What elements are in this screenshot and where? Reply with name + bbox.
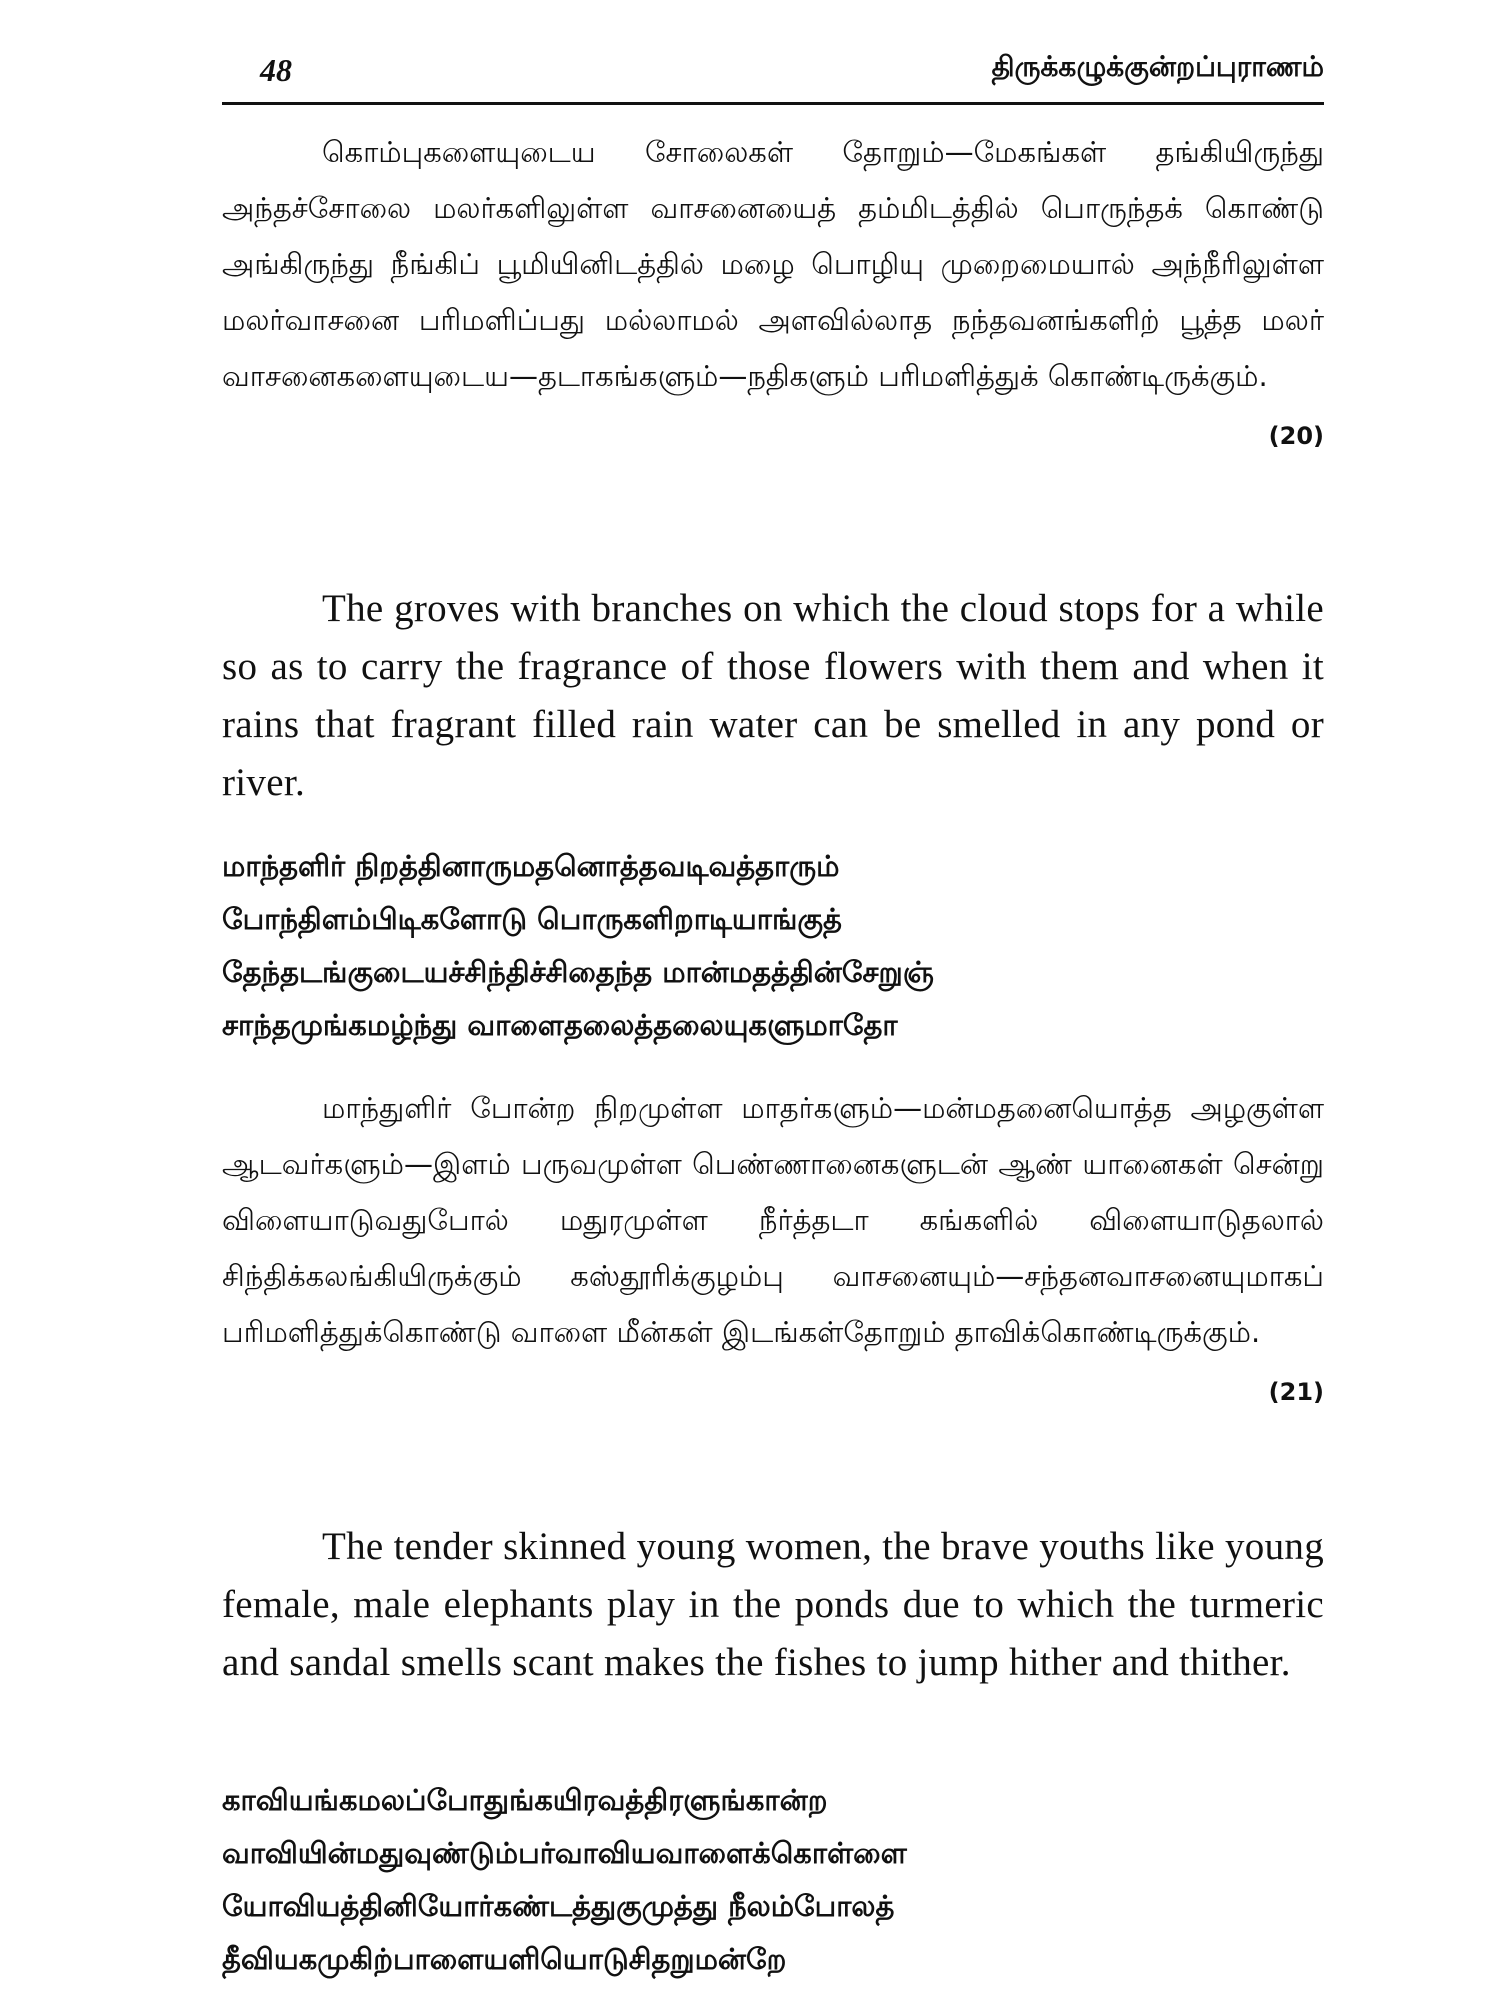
english-translation-21: The tender skinned young women, the brave youths like young female, male elephants play in the ponds due to which the turmeric and sandal smells scant makes the fishes to jump hither and thither. [222, 1525, 1324, 1684]
verse-21-line: தேந்தடங்குடையச்சிந்திச்சிதைந்த மான்மதத்தின்சேறுஞ் [222, 955, 934, 989]
commentary-21-text: மாந்துளிர் போன்ற நிறமுள்ள மாதர்களும்—மன்மதனையொத்த அழகுள்ள ஆடவர்களும்—இளம் பருவமுள்ள பெண்ணானைகளுடன் ஆண் யானைகள் சென்று விளையாடுவதுபோல் மதுரமுள்ள நீர்த்தடா கங்களில் விளையாடுதலால் சிந்திக்கலங்கியிருக்கும் கஸ்தூரிக்குழம்பு வாசனையும்—சந்தனவாசனையுமாகப் பரிமளித்துக்கொண்டு வாளை மீன்கள் இடங்கள்தோறும் தாவிக்கொண்டிருக்கும். [222, 1091, 1324, 1349]
verse-21-line: சாந்தமுங்கமழ்ந்து வாளைதலைத்தலையுகளுமாதோ [222, 1008, 898, 1042]
commentary-20-text: கொம்புகளையுடைய சோலைகள் தோறும்—மேகங்கள் தங்கியிருந்து அந்தச்சோலை மலர்களிலுள்ள வாசனையைத் தம்மிடத்தில் பொருந்தக் கொண்டு அங்கிருந்து நீங்கிப் பூமியினிடத்தில் மழை பொழியு முறைமையால் அந்நீரிலுள்ள மலர்வாசனை பரிமளிப்பது மல்லாமல் அளவில்லாத நந்தவனங்களிற் பூத்த மலர் வாசனைகளையுடைய—தடாகங்களும்—நதிகளும் பரிமளித்துக் கொண்டிருக்கும். [222, 135, 1324, 393]
commentary-20-number: (20) [1268, 422, 1324, 450]
verse-22 [222, 1774, 1324, 1986]
commentary-21-number: (21) [1268, 1378, 1324, 1406]
page-header [222, 48, 1324, 105]
verse-22-line: வாவியின்மதுவுண்டும்பர்வாவியவாளைக்கொள்ளை [222, 1836, 907, 1870]
commentary-21 [222, 1080, 1324, 1420]
verse-22-line: யோவியத்தினியோர்கண்டத்துகுமுத்து நீலம்போலத் [222, 1889, 895, 1923]
english-translation-20: The groves with branches on which the cloud stops for a while so as to carry the fragrance of those flowers with them and when it rains that fragrant filled rain water can be smelled in any pond or river. [222, 587, 1324, 804]
page-number: 48 [260, 52, 292, 88]
verse-22-line: தீவியகமுகிற்பாளையளியொடுசிதறுமன்றே [222, 1942, 787, 1976]
running-title: திருக்கழுக்குன்றப்புராணம் [991, 50, 1324, 83]
verse-21-line: மாந்தளிர் நிறத்தினாருமதனொத்தவடிவத்தாரும் [222, 849, 840, 883]
commentary-20 [222, 124, 1324, 464]
verse-21 [222, 840, 1324, 1052]
verse-22-line: காவியங்கமலப்போதுங்கயிரவத்திரளுங்கான்ற [222, 1783, 828, 1817]
verse-21-line: போந்திளம்பிடிகளோடு பொருகளிறாடியாங்குத் [222, 902, 842, 936]
